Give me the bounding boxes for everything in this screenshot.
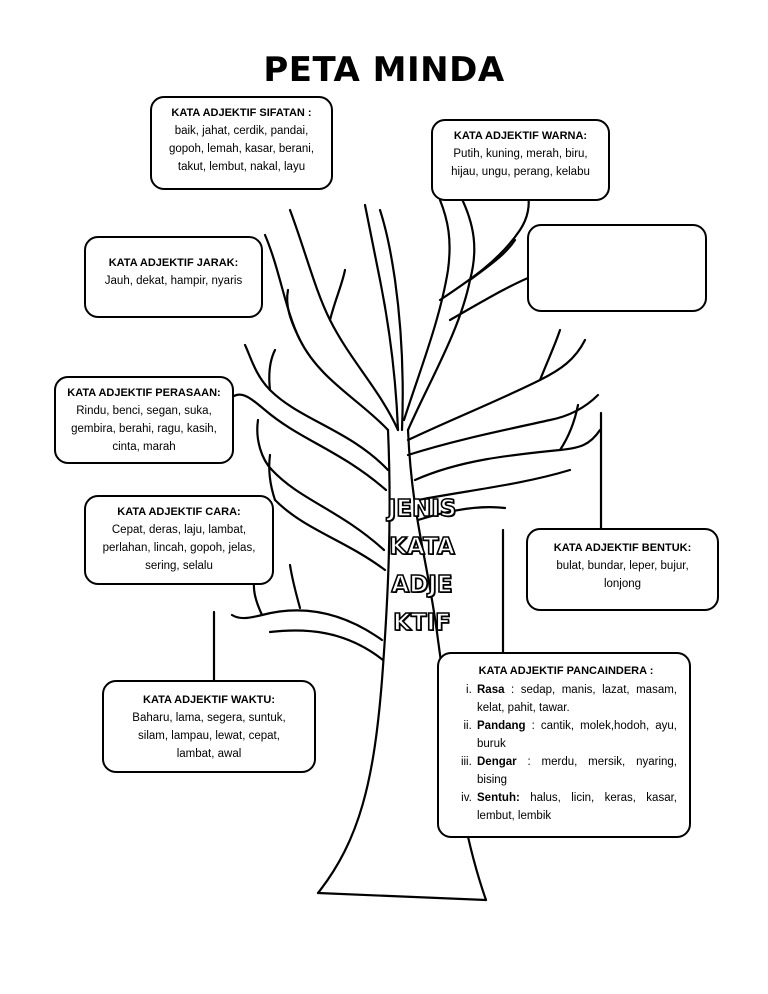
box-warna [431,119,610,201]
box-perasaan-heading: KATA ADJEKTIF PERASAAN: [67,387,221,399]
branch-top-mid2 [380,210,403,430]
branch-top-mid [365,205,398,430]
box-cara-line: perlahan, lincah, gopoh, jelas, [102,542,256,554]
box-bentuk-heading: KATA ADJEKTIF BENTUK: [553,542,692,554]
box-cara-line: Cepat, deras, laju, lambat, [111,524,247,536]
box-sifatan-line: takut, lembut, nakal, layu [177,161,306,173]
pancaindera-item [475,717,677,753]
box-waktu-line: lambat, awal [176,748,242,760]
box-warna-line: Putih, kuning, merah, biru, [453,148,588,160]
center-label [372,490,472,642]
branch-left-waktu [232,610,382,640]
branch-right-upper-b [408,395,598,455]
pancaindera-text: merdu, mersik, nyaring, bising [477,756,677,786]
pancaindera-term: Pandang [477,720,526,732]
twig-1 [287,290,300,340]
pancaindera-item [475,681,677,717]
twig-2 [330,270,345,320]
twig-7 [269,455,275,500]
box-warna-line: hijau, ungu, perang, kelabu [451,166,590,178]
box-waktu-line: silam, lampau, lewat, cepat, [138,730,280,742]
box-waktu [102,680,316,773]
pancaindera-term: Sentuh: [477,792,520,804]
box-cara [84,495,274,585]
box-sifatan-line: baik, jahat, cerdik, pandai, [174,125,309,137]
branch-left-lower-b [225,395,386,490]
trunk-base [318,893,486,900]
branch-right-bentuk [415,430,600,480]
pancaindera-list [455,681,677,825]
pancaindera-term: Dengar [477,756,517,768]
box-sifatan-heading: KATA ADJEKTIF SIFATAN : [171,107,312,119]
box-pancaindera-heading: KATA ADJEKTIF PANCAINDERA : [478,665,654,677]
box-sifatan [150,96,333,190]
branch-right-warna-b [450,275,535,320]
page-title: PETA MINDA [263,50,505,90]
box-pancaindera [437,652,691,838]
center-label-line: JENIS [387,496,457,522]
box-perasaan-line: gembira, berahi, ragu, kasih, [71,423,217,435]
box-jarak [84,236,263,318]
twig-6 [269,350,275,390]
twig-4 [540,330,560,380]
box-bentuk-line: lonjong [603,578,642,590]
box-waktu-line: Baharu, lama, segera, suntuk, [132,712,286,724]
center-label-line: ADJE [391,572,453,598]
branch-left-cara [257,420,384,550]
branch-main-right-inner [404,200,450,420]
box-perasaan-line: Rindu, benci, segan, suka, [76,405,212,417]
pancaindera-term: Rasa [477,684,505,696]
center-label-line: KTIF [393,610,451,636]
box-warna-heading: KATA ADJEKTIF WARNA: [453,130,588,142]
box-bentuk [526,528,719,611]
pancaindera-sep [520,792,530,804]
pancaindera-text: cantik, molek,hodoh, ayu, buruk [477,720,677,750]
box-cara-heading: KATA ADJEKTIF CARA: [117,506,241,518]
pancaindera-item [475,789,677,825]
branch-left-waktu-b [270,630,383,660]
box-empty [527,224,707,312]
branch-right-upper [408,340,585,440]
box-perasaan [54,376,234,464]
pancaindera-sep: : [504,684,521,696]
box-waktu-heading: KATA ADJEKTIF WAKTU: [143,694,275,706]
box-sifatan-line: gopoh, lemah, kasar, berani, [168,143,315,155]
pancaindera-text: halus, licin, keras, kasar, lembut, lembik [477,792,677,822]
pancaindera-item [475,753,677,789]
box-cara-line: sering, selalu [145,560,213,572]
box-jarak-line: Jauh, dekat, hampir, nyaris [104,275,243,287]
pancaindera-sep: : [525,720,541,732]
box-bentuk-line: bulat, bundar, leper, bujur, [556,560,689,572]
pancaindera-sep: : [516,756,542,768]
box-perasaan-line: cinta, marah [112,441,176,453]
pancaindera-text: sedap, manis, lazat, masam, kelat, pahit, tawar. [477,684,677,714]
box-jarak-heading: KATA ADJEKTIF JARAK: [108,257,239,269]
center-label-line: KATA [389,534,455,560]
branch-main-left-inner [290,210,398,430]
twig-waktu [290,565,300,608]
